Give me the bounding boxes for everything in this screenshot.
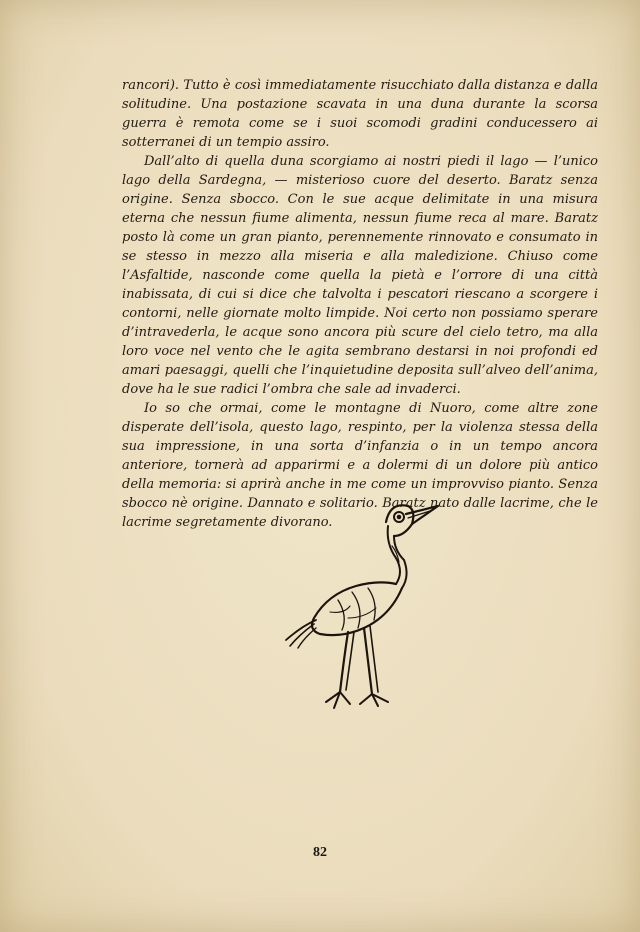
paragraph-1: rancori). Tutto è così immediatamente risucchiato dalla distanza e dalla solitudine. Una postazione scavata in una duna durante la scorsa guerra è remota come se i suoi scomodi gradini conducessero ai sotterranei di un tempio assiro. [122, 78, 598, 150]
paragraph-3: Io so che ormai, come le montagne di Nuoro, come altre zone disperate dell’isola, questo lago, respinto, per la violenza stessa della sua impressione, in una sorta d’infanzia o in un tempo ancora anteriore, tornerà ad apparirmi e a dolermi di un dolore più antico della memoria: si aprirà anche in me come un improvviso pianto. Senza sbocco nè origine. Dannato e solitario. Baratz nato dalle lacrime, che le lacrime segretamente divorano. [122, 401, 598, 530]
paragraph-2: Dall’alto di quella duna scorgiamo ai nostri piedi il lago — l’unico lago della Sardegna, — misterioso cuore del deserto. Baratz senza origine. Senza sbocco. Con le sue acque delimitate in una misura eterna che nessun fiume alimenta, nessun fiume reca al mare. Baratz posto là come un gran pianto, perennemente rinnovato e consumato in se stesso in mezzo alla miseria e alla maledizione. Chiuso come l’Asfaltide, nasconde come quella la pietà e l’orrore di una città inabissata, di cui si dice che talvolta i pescatori riescano a scorgere i contorni, nelle giornate molto limpide. Noi certo non possiamo sperare d’intravederla, le acque sono ancora più scure del cielo tetro, ma alla loro voce nel vento che le agita sembrano destarsi in noi profondi ed amari paesaggi, quelli che l’inquietudine deposita sull’alveo dell’anima, dove ha le sue radici l’ombra che sale ad invaderci. [122, 154, 598, 397]
bird-sketch-icon [278, 496, 448, 720]
body-text [122, 76, 598, 532]
page-number: 82 [313, 845, 327, 860]
